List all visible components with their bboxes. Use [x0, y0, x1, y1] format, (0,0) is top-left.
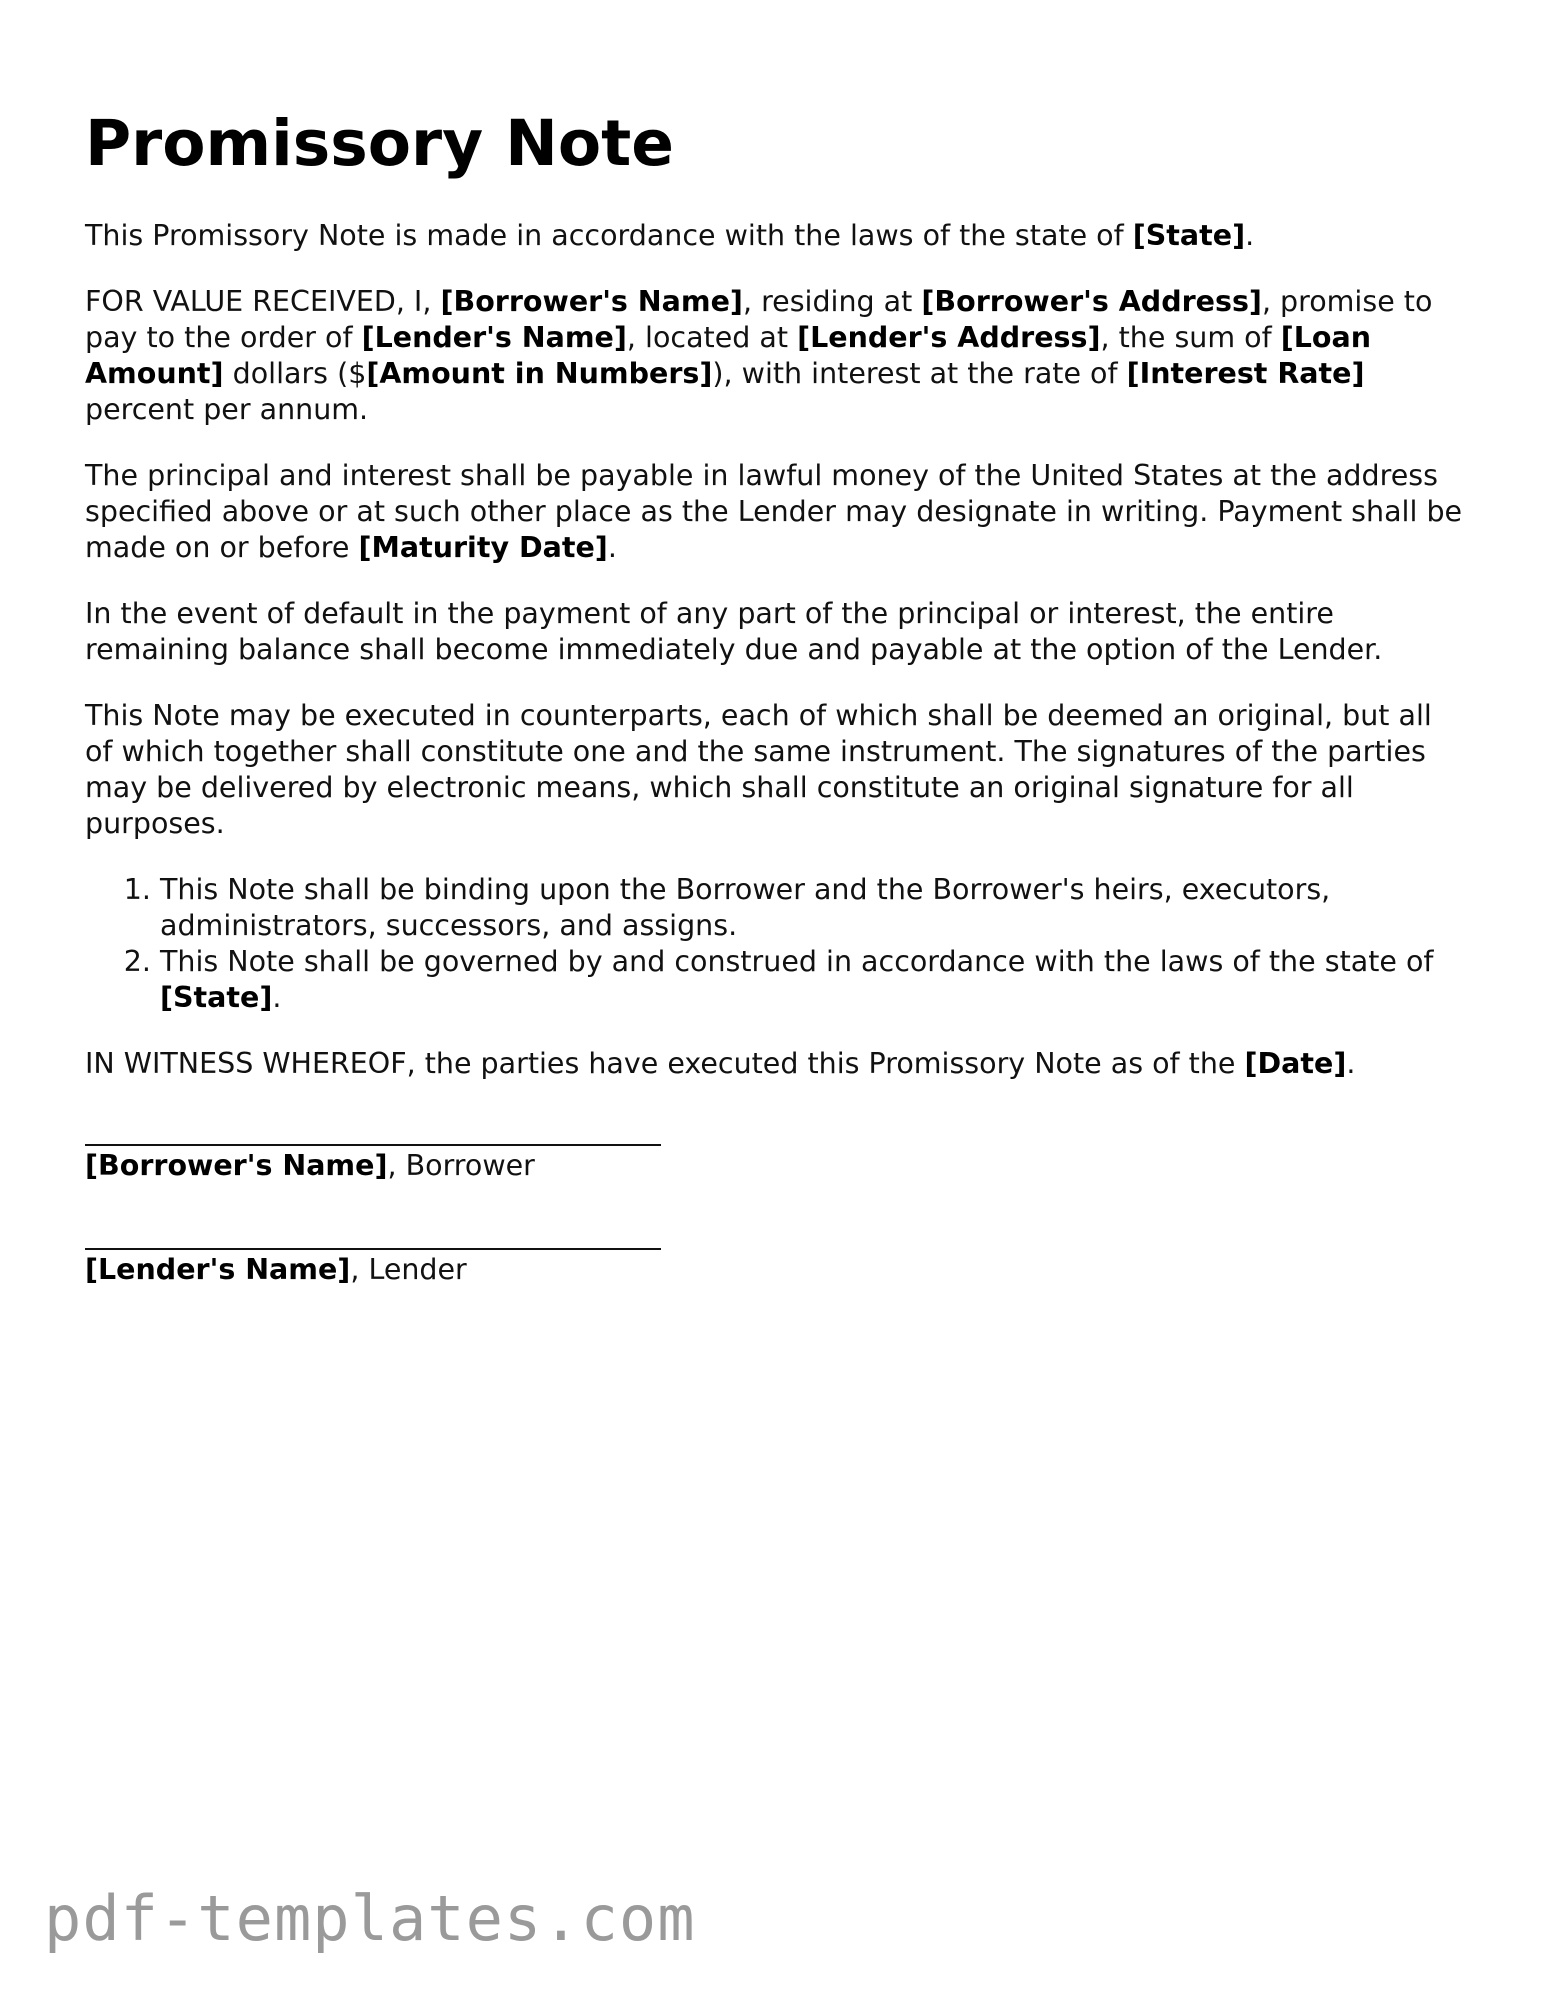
provision-item [160, 944, 1465, 1016]
provision-text: This Note shall be governed by and construed in accordance with the laws of the state of [160, 945, 1434, 978]
borrower-address-placeholder: [Borrower's Address] [921, 285, 1262, 318]
amount-numbers-placeholder: [Amount in Numbers] [366, 357, 713, 390]
signature-section [85, 1114, 1465, 1288]
value-received-text-1: FOR VALUE RECEIVED, I, [85, 285, 441, 318]
state-placeholder: [State] [160, 981, 273, 1014]
lender-name-placeholder: [Lender's Name] [85, 1253, 351, 1286]
date-placeholder: [Date] [1244, 1047, 1347, 1080]
borrower-name-placeholder: [Borrower's Name] [85, 1149, 388, 1182]
lender-address-placeholder: [Lender's Address] [797, 321, 1101, 354]
governing-law-text: This Promissory Note is made in accordance with the laws of the state of [85, 219, 1133, 252]
borrower-role-label: , Borrower [387, 1149, 535, 1182]
value-received-paragraph [85, 284, 1465, 428]
borrower-name-placeholder: [Borrower's Name] [440, 285, 743, 318]
payment-end: . [607, 531, 617, 564]
loan-amount-placeholder: [Loan Amount] [85, 321, 1372, 390]
counterparts-paragraph: This Note may be executed in counterparts, each of which shall be deemed an original, but all of which together shall constitute one and the same instrument. The signatures of the parties may be delivered by electronic means, which shall constitute an original signature for all purposes. [85, 699, 1432, 840]
interest-rate-placeholder: [Interest Rate] [1126, 357, 1365, 390]
borrower-signature-block [85, 1114, 1465, 1184]
default-paragraph: In the event of default in the payment of any part of the principal or interest, the entire remaining balance shall become immediately due and payable at the option of the Lender. [85, 597, 1383, 666]
payment-paragraph [85, 458, 1465, 566]
value-received-text-6: dollars ($ [223, 357, 367, 390]
document-body [85, 218, 1465, 1322]
borrower-signature-caption [85, 1148, 1465, 1184]
lender-name-placeholder: [Lender's Name] [361, 321, 627, 354]
provision-item: 1. This Note shall be binding upon the Borrower and the Borrower's heirs, executors, administrators, successors, and assigns. [160, 872, 1465, 944]
witness-end: . [1346, 1047, 1356, 1080]
witness-text: IN WITNESS WHEREOF, the parties have executed this Promissory Note as of the [85, 1047, 1245, 1080]
value-received-text-4: , located at [626, 321, 798, 354]
state-placeholder: [State] [1132, 219, 1246, 252]
value-received-text-5: , the sum of [1100, 321, 1281, 354]
lender-signature-block [85, 1218, 1465, 1288]
provisions-list [85, 872, 1465, 1016]
value-received-text-2: , residing at [742, 285, 922, 318]
payment-text: The principal and interest shall be payable in lawful money of the United States at the address specified above or at such other place as the Lender may designate in writing. Payment shall be made on or before [85, 459, 1463, 564]
governing-law-paragraph [85, 218, 1465, 254]
provision-end: . [272, 981, 282, 1014]
value-received-text-7: ), with interest at the rate of [712, 357, 1127, 390]
borrower-signature-line[interactable] [85, 1114, 661, 1146]
lender-signature-caption [85, 1252, 1465, 1288]
maturity-date-placeholder: [Maturity Date] [358, 531, 608, 564]
lender-signature-line[interactable] [85, 1218, 661, 1250]
governing-law-end: . [1245, 219, 1255, 252]
value-received-text-3: , promise to pay to the order of [85, 285, 1433, 354]
watermark-text: pdf-templates.com [44, 1882, 696, 1955]
lender-role-label: , Lender [350, 1253, 467, 1286]
witness-paragraph [85, 1046, 1465, 1082]
value-received-text-8: percent per annum. [85, 393, 369, 426]
document-title: Promissory Note [85, 107, 674, 180]
